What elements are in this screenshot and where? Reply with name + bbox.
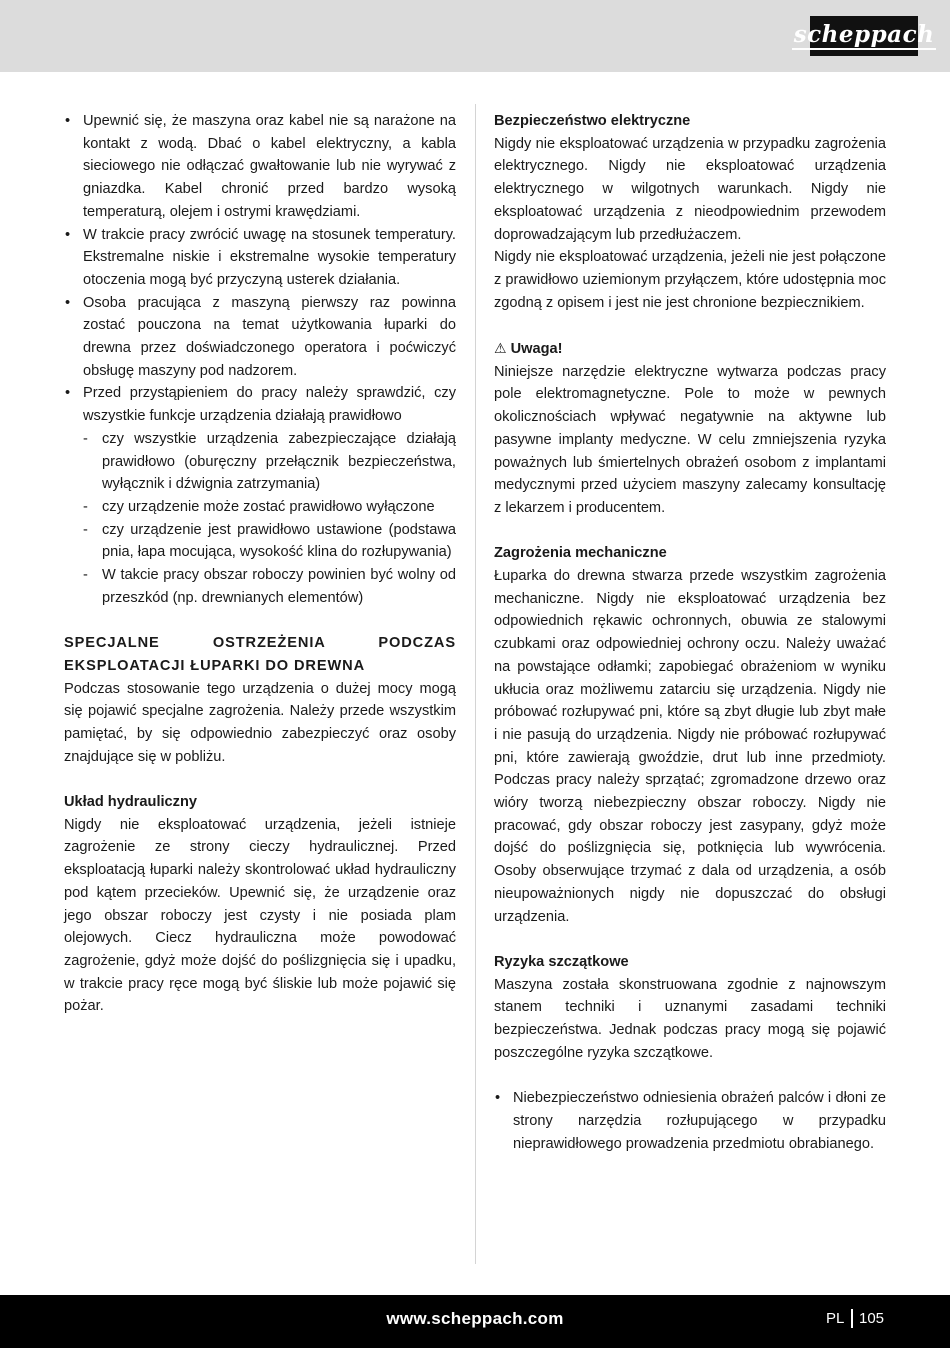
- website-url: www.scheppach.com: [386, 1309, 564, 1328]
- residual-risks-heading: Ryzyka szczątkowe: [494, 953, 629, 970]
- list-item: • Przed przystąpieniem do pracy należy sprawdzić, czy wszystkie funkcje urządzenia działają prawidłowo: [64, 382, 456, 427]
- warning-text: Niniejsze narzędzie elektryczne wytwarza podczas pracy pole elektromagnetyczne. Pole to może w pewnych okolicznościach wpływać negatywnie na aktywne lub pasywne implanty medyczne. W celu zmniejszenia ryzyka poważnych lub śmiertelnych obrażeń osobom z implantami medycznymi przed użyciem maszyny zalecamy konsultację z lekarzem i producentem.: [494, 363, 886, 516]
- warning-heading: Uwaga!: [510, 341, 563, 358]
- page-number: 105: [859, 1310, 885, 1327]
- electrical-heading: Bezpieczeństwo elektryczne: [494, 113, 691, 129]
- brand-logo-text: scheppach: [793, 21, 935, 48]
- list-item: • Niebezpieczeństwo odniesienia obrażeń palców i dłoni ze strony narzędzia rozłupującego w przypadku nieprawidłowego prowadzenia przedmiotu obrabianego.: [494, 1087, 886, 1155]
- mechanical-text: Łuparka do drewna stwarza przede wszystkim zagrożenia mechaniczne. Nigdy nie eksploatować urządzenia bez odpowiednich rękawic ochronnych, obuwia ze stalowymi czubkami oraz odpowiedniej ochrony oczu. Należy uważać na powstające odłamki; zapobiegać obrażeniom w wyniku ukłucia oraz możliwemu zatarciu się urządzenia. Nigdy nie próbować rozłupywać pni, które są zbyt długie lub zbyt małe i nie pasują do urządzenia. Nigdy nie próbować rozłupywać pni, które zawierają gwoździe, drut lub inne przedmioty. Podczas pracy należy sprzątać; zgromadzone drzewo oraz wióry tworzą niebezpieczny obszar roboczy. Nigdy nie pracować, gdy obszar roboczy jest zasypany, gdyż może dojść do poślizgnięcia się, potknięcia lub wywrócenia. Osoby obserwujące trzymać z dala od urządzenia, a osób nieupoważnionych nigdy nie dopuszczać do obsługi urządzenia.: [494, 568, 886, 925]
- warning-heading-row: [494, 337, 886, 361]
- footer-bar: [0, 1295, 950, 1348]
- right-column: [494, 110, 886, 1155]
- electrical-text-2: Nigdy nie eksploatować urządzenia, jeżeli nie jest połączone z prawidłowo uziemionym przyłączem, które udostępnia moc zgodną z opisem i jest nie jest chronione bezpiecznikiem.: [494, 249, 886, 311]
- list-item: • Osoba pracująca z maszyną pierwszy raz powinna zostać pouczona na temat użytkowania łuparki do drewna przez doświadczonego operatora i poćwiczyć obsługę maszyny pod nadzorem.: [64, 292, 456, 383]
- hydraulic-heading: Układ hydrauliczny: [64, 794, 198, 811]
- left-column: [64, 110, 456, 1018]
- footer-separator: [851, 1309, 853, 1328]
- list-item: - W takcie pracy obszar roboczy powinien być wolny od przeszkód (np. drewnianych elementów): [64, 564, 456, 609]
- special-warnings-heading: SPECJALNE OSTRZEŻENIA PODCZAS EKSPLOATACJI ŁUPARKI DO DREWNA: [64, 635, 456, 674]
- brand-logo: [793, 16, 935, 56]
- warning-triangle-icon: ⚠: [494, 340, 507, 357]
- list-item: - czy urządzenie jest prawidłowo ustawione (podstawa pnia, łapa mocująca, wysokość klina do rozłupywania): [64, 519, 456, 564]
- residual-risks-list: [494, 1087, 886, 1155]
- list-item: • Upewnić się, że maszyna oraz kabel nie są narażone na kontakt z wodą. Dbać o kabel elektryczny, a kabla sieciowego nie odłączać gwałtowanie lub nie wyrywać z gniazdka. Kabel chronić przed bardzo wysoką temperaturą, olejem i ostrymi krawędziami.: [64, 110, 456, 224]
- special-warnings-text: Podczas stosowanie tego urządzenia o dużej mocy mogą się pojawić specjalne zagrożenia. Należy przede wszystkim pamiętać, by się odpowiednio zabezpieczyć oraz osoby znajdujące się w pobliżu.: [64, 680, 456, 765]
- safety-bullet-list: [64, 110, 456, 428]
- list-item: • W trakcie pracy zwrócić uwagę na stosunek temperatury. Ekstremalne niskie i ekstremalne wysokie temperatury otoczenia mogą być przyczyną usterek działania.: [64, 224, 456, 292]
- language-code: PL: [826, 1310, 845, 1327]
- mechanical-heading: Zagrożenia mechaniczne: [494, 545, 667, 562]
- column-divider: [475, 104, 476, 1264]
- residual-risks-text: Maszyna została skonstruowana zgodnie z najnowszym stanem techniki i uznanymi zasadami techniki bezpieczeństwa. Jednak podczas pracy mogą się pojawić poszczególne ryzyka szczątkowe.: [494, 976, 886, 1061]
- hydraulic-text: Nigdy nie eksploatować urządzenia, jeżeli istnieje zagrożenie ze strony cieczy hydraulicznej. Przed eksploatacją łuparki należy skontrolować układ hydrauliczny pod kątem przecieków. Upewnić się, że urządzenie oraz jego obszar roboczy jest czysty i nie posiada plam olejowych. Ciecz hydrauliczna może powodować zagrożenie, gdyż może dojść do poślizgnięcia się i upadku, w trakcie pracy ręce mogą być śliskie lub może pojawić się pożar.: [64, 816, 456, 1015]
- electrical-text-1: Nigdy nie eksploatować urządzenia w przypadku zagrożenia elektrycznego. Nigdy nie eksploatować urządzenia elektrycznego w wilgotnych warunkach. Nigdy nie eksploatować urządzenia z nieodpowiednim przewodem doprowadzającym lub przedłużaczem.: [494, 135, 886, 243]
- function-check-list: [64, 428, 456, 610]
- list-item: - czy urządzenie może zostać prawidłowo wyłączone: [64, 496, 456, 519]
- list-item: - czy wszystkie urządzenia zabezpieczające działają prawidłowo (oburęczny przełącznik bezpieczeństwa, wyłącznik i dźwignia zatrzymania): [64, 428, 456, 496]
